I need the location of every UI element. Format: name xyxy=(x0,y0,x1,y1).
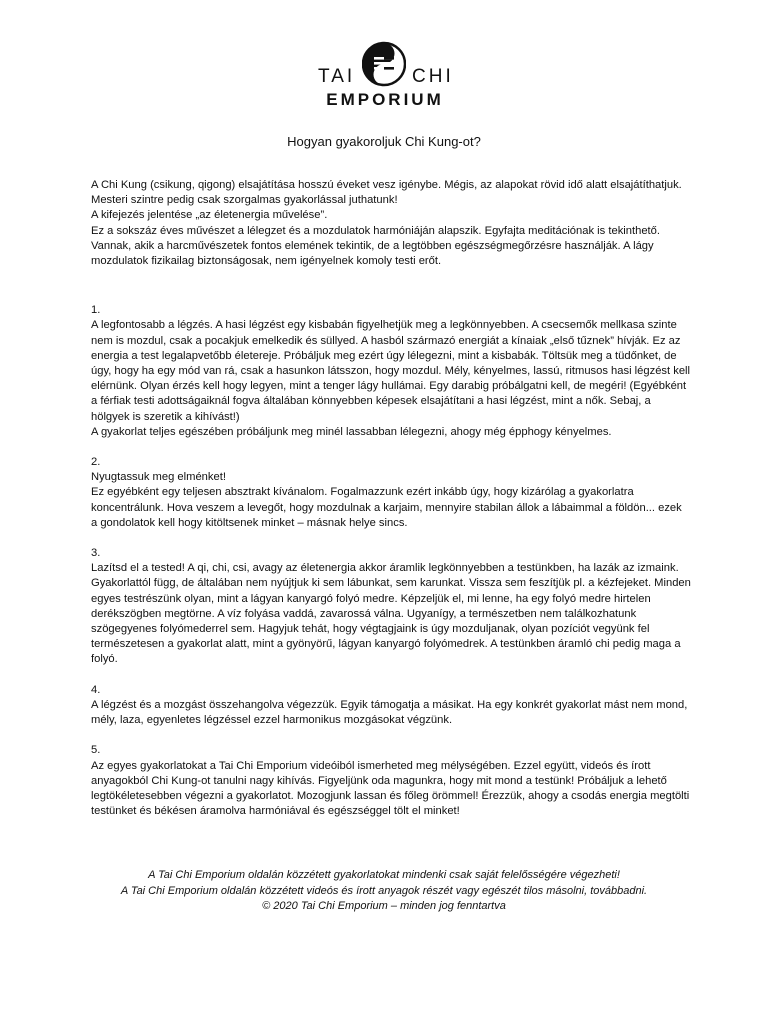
section-5 xyxy=(91,743,691,819)
section-2 xyxy=(91,455,691,531)
section-number: 1. xyxy=(91,304,101,317)
logo-word-emporium: EMPORIUM xyxy=(326,90,444,109)
section-number: 2. xyxy=(91,456,101,469)
section-paragraph: Lazítsd el a tested! A qi, chi, csi, avagy az életenergia akkor áramlik legkönnyebben a testünkben, ha lazák az izmaink. Gyakorlattól függ, de általában nem nyújtjuk ki sem lábunkat, sem karunkat. Vissza sem feszítjük pl. a kézfejeket. Minden egyes testrészünk olyan, mint a lágyan kanyargó folyó medre. Képzeljük el, mi lenne, ha egy folyó medre hirtelen derékszögben megtörne. A víz folyása vaddá, zavarossá válna. Ugyanígy, a természetben nem találkozhatunk szögegyenes folyómederrel sem. Hagyjuk tehát, hogy végtagjaink is úgy mozduljanak, olyan pozíciót vegyünk fel természetesen a gyakorlat alatt, mint a gyönyörű, lágyan kanyargó folyómedrek. A testünkben áramló chi pedig maga a folyó. xyxy=(91,562,691,666)
intro-paragraph: Ez a sokszáz éves művészet a lélegzet és a mozdulatok harmóniáján alapszik. Egyfajta meditációnak is tekinthető. xyxy=(91,224,660,237)
logo-word-chi: CHI xyxy=(412,66,454,87)
copyright-line: © 2020 Tai Chi Emporium – minden jog fenntartva xyxy=(262,900,506,912)
section-number: 5. xyxy=(91,744,101,757)
section-paragraph: Az egyes gyakorlatokat a Tai Chi Emporium videóiból ismerheted meg mélységében. Ezzel együtt, videós és írott anyagokból Chi Kung-ot tanulni nagy kihívás. Figyeljünk oda magunkra, hogy mit mond a testünk! Próbáljuk a lehető legtökéletesebben végezni a gyakorlatot. Mozogjunk lassan és főleg örömmel! Érezzük, ahogy a csodás energia megtölti testünket és békésen áramolva harmóniával és egészséggel tölt el minket! xyxy=(91,759,690,818)
section-paragraph: A légzést és a mozgást összehangolva végezzük. Egyik támogatja a másikat. Ha egy konkrét gyakorlat mást nem mond, mély, laza, egyenletes légzéssel ezzel harmonikus mozgásokat végzünk. xyxy=(91,698,688,727)
yin-yang-logo-icon xyxy=(362,40,406,90)
section-paragraph: A gyakorlat teljes egészében próbáljunk meg minél lassabban lélegezni, ahogy még épphogy kényelmes. xyxy=(91,425,612,438)
section-paragraph: A legfontosabb a légzés. A hasi légzést egy kisbabán figyelhetjük meg a legkönnyebben. A csecsemők mellkasa szinte nem is mozdul, csak a pocakjuk emelkedik és süllyed. A hasból származó energiát a kínaiak „első tűznek” hívják. Ez az energia a test legalapvetőbb életereje. Próbáljuk meg ezért úgy lélegezni, mint a kisbabák. Töltsük meg a tüdőnket, de úgy, hogy ha egy mód van rá, csak a hasunkon látsszon, hogy mozdul. Mély, kényelmes, lassú, ritmusos hasi légzést kell elérnünk. Olyan érzés kell hogy legyen, mint a tenger lágy hullámai. Egy darabig próbálgatni kell, de megéri! (Egyébként a férfiak testi adottságaiknál fogva általában könnyebben képesek elsajátítani a hasi légzést, mint a nők. Sebaj, a hölgyek is szeretik a kihívást!) xyxy=(91,319,691,423)
intro-paragraph: A Chi Kung (csikung, qigong) elsajátítása hosszú éveket vesz igénybe. Mégis, az alapokat rövid idő alatt elsajátíthatjuk. Mesteri szintre pedig csak szorgalmas gyakorlással juthatunk! xyxy=(91,179,682,207)
intro-paragraph: A kifejezés jelentése „az életenergia művelése”. xyxy=(91,209,328,222)
section-paragraph: Ez egyébként egy teljesen absztrakt kívánalom. Fogalmazzunk ezért inkább úgy, hogy kizárólag a gyakorlatra koncentrálunk. Hova veszem a levegőt, hogy mozdulnak a karjaim, mennyire stabilan állok a lábaimmal a földön... ezek a gondolatok kell hogy kitöltsenek minket – másnak helye sincs. xyxy=(91,486,682,529)
logo-word-tai: TAI xyxy=(318,66,356,87)
footer-disclaimer xyxy=(0,868,768,915)
section-3 xyxy=(91,546,691,668)
document-body xyxy=(91,178,691,819)
section-4 xyxy=(91,683,691,729)
section-number: 3. xyxy=(91,547,101,560)
section-number: 4. xyxy=(91,683,101,696)
page-title: Hogyan gyakoroljuk Chi Kung-ot? xyxy=(287,134,481,149)
intro-block xyxy=(91,178,691,269)
footer-line: A Tai Chi Emporium oldalán közzétett videós és írott anyagok részét vagy egészét tilos másolni, továbbadni. xyxy=(120,884,648,897)
footer-line: A Tai Chi Emporium oldalán közzétett gyakorlatokat mindenki csak saját felelősségére végezheti! xyxy=(148,869,620,881)
section-paragraph: Nyugtassuk meg elménket! xyxy=(91,471,226,484)
tai-chi-emporium-logo xyxy=(318,40,452,110)
section-1 xyxy=(91,303,691,440)
intro-paragraph: Vannak, akik a harcművészetek fontos elemének tekintik, de a legtöbben egészségmegőrzésre használják. A lágy mozdulatok fizikailag biztonságosak, nem igényelnek komoly testi erőt. xyxy=(91,239,654,268)
